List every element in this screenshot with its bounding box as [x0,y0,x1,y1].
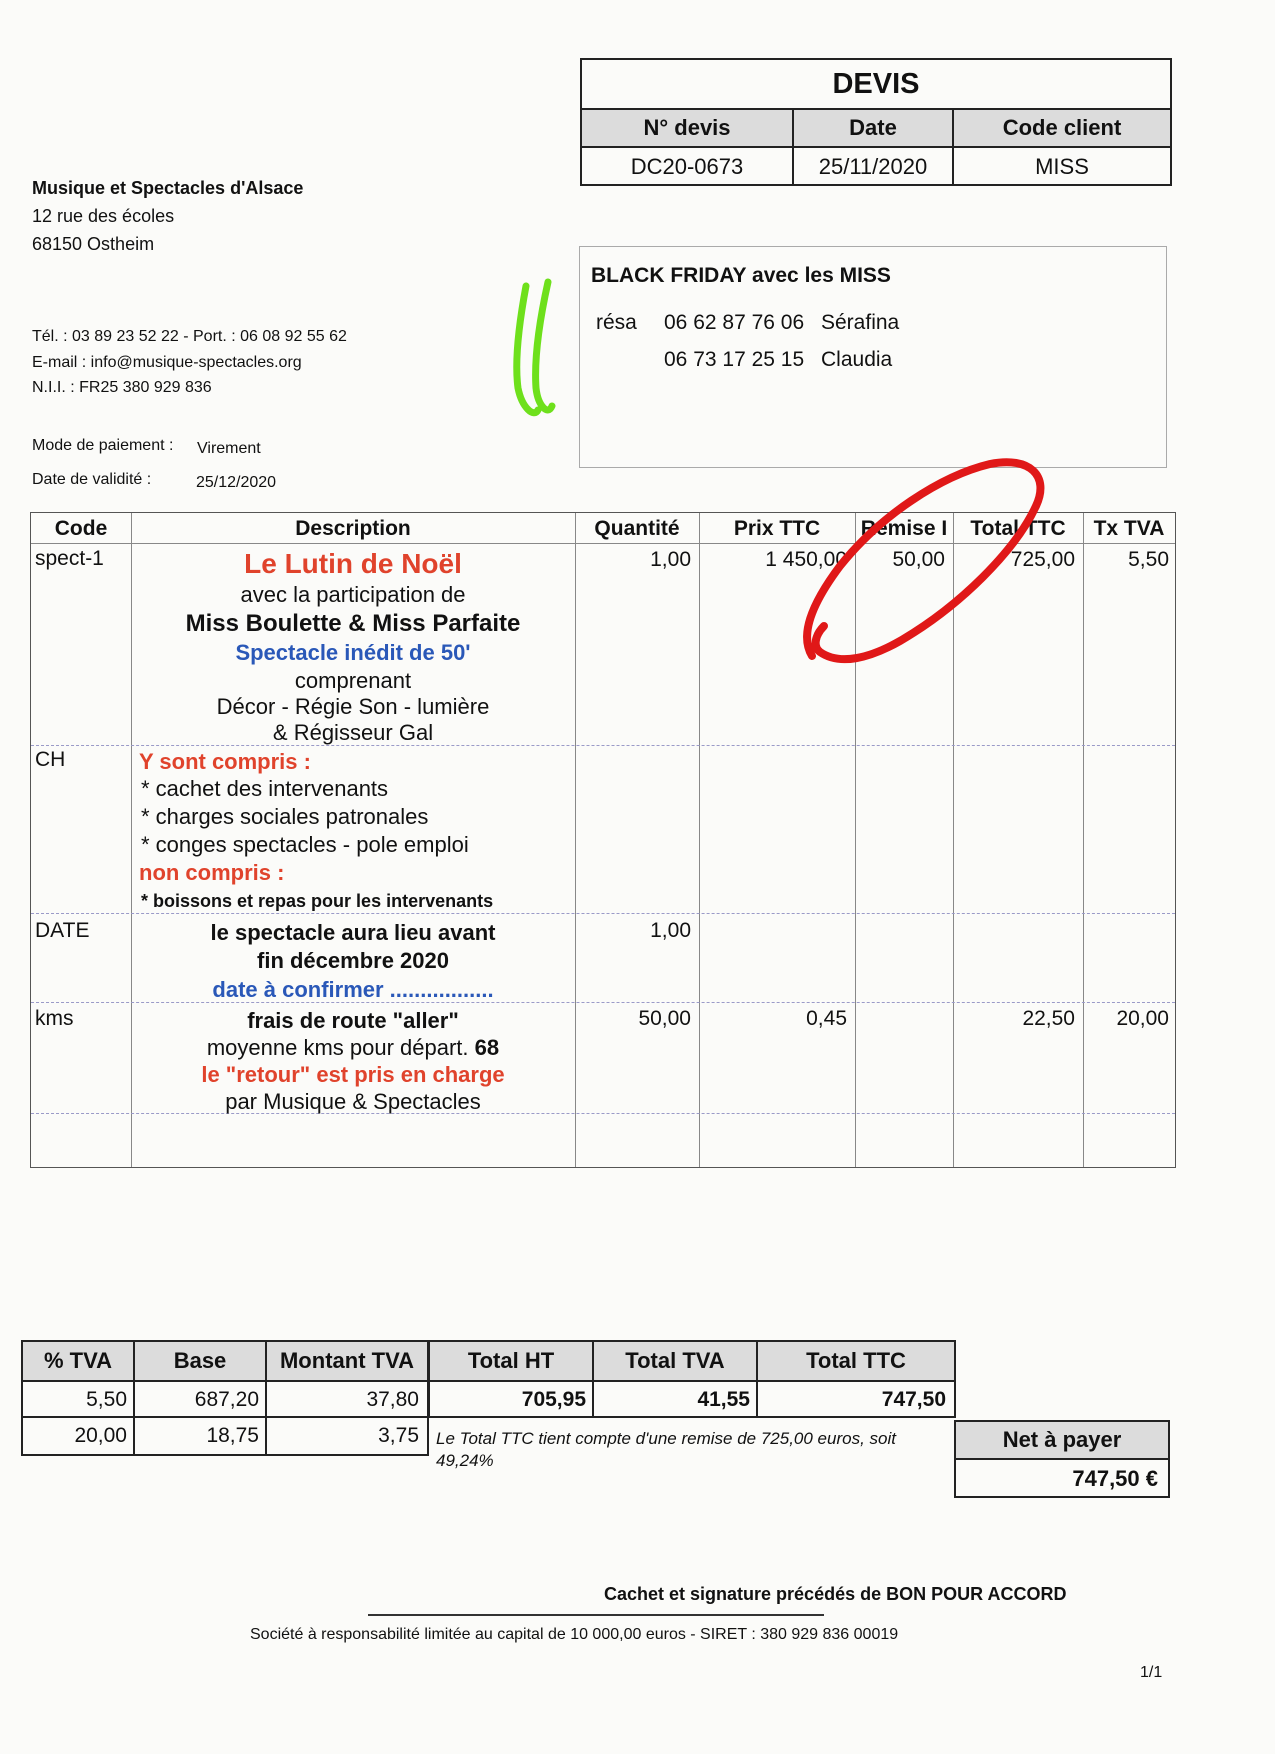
row2-item3: * conges spectacles - pole emploi [141,832,469,857]
row4-price: 0,45 [806,1007,847,1030]
row1-total: 725,00 [1010,548,1075,571]
vat-header-rate: % TVA [23,1342,135,1382]
row1-line5: comprenant [294,668,412,693]
header-vat-rate: Tx TVA [1093,517,1165,540]
discount-note: Le Total TTC tient compte d'une remise de 725,00 euros, soit 49,24% [436,1429,896,1470]
row4-line2-wrap [131,1034,575,1062]
quote-date-column [794,110,954,184]
row1-line6: Décor - Régie Son - lumière [216,694,490,719]
green-check-mark [508,278,564,420]
vat-row1-rate: 5,50 [86,1388,127,1411]
row1-quantity: 1,00 [650,548,691,571]
row3-code: DATE [35,919,90,942]
quote-number-value: DC20-0673 [630,154,744,179]
row4-line2: moyenne kms pour départ. [206,1035,469,1060]
devis-header-box [580,58,1172,186]
row2-item2: * charges sociales patronales [141,804,429,829]
company-email: E-mail : info@musique-spectacles.org [32,354,302,371]
total-ttc-value: 747,50 [881,1388,946,1411]
vat-row2-rate: 20,00 [74,1424,127,1447]
row1-price: 1 450,00 [765,548,847,571]
page-number: 1/1 [1140,1664,1163,1681]
validity-date-label: Date de validité : [32,471,152,488]
validity-date-value: 25/12/2020 [196,474,277,491]
quote-date-label: Date [794,110,952,148]
quote-number-column [582,110,794,184]
row1-show-title: Le Lutin de Noël [244,548,462,579]
row3-line3: date à confirmer ................. [212,977,494,1002]
row4-line4: par Musique & Spectacles [225,1089,481,1114]
company-vat-number: N.I.I. : FR25 380 929 836 [32,379,212,396]
total-ht-label: Total HT [430,1342,594,1382]
company-name: Musique et Spectacles d'Alsace [32,178,304,198]
contact2-name: Claudia [821,348,893,371]
row1-discount: 50,00 [892,548,945,571]
vat-header-amount: Montant TVA [267,1342,427,1382]
total-tva-value: 41,55 [697,1388,750,1411]
client-code-column [954,110,1170,184]
client-box-title: BLACK FRIDAY avec les MISS [591,264,891,287]
client-code-label: Code client [954,110,1170,148]
total-ttc-label: Total TTC [758,1342,954,1382]
header-code: Code [54,517,108,540]
contact1-phone: 06 62 87 76 06 [664,311,805,334]
row3-quantity: 1,00 [650,919,691,942]
row4-line3: le "retour" est pris en charge [201,1062,505,1087]
payment-mode-label: Mode de paiement : [32,437,174,454]
vat-row2-base: 18,75 [206,1424,259,1447]
row2-included-title: Y sont compris : [139,749,311,774]
company-city: 68150 Ostheim [32,234,155,254]
row2-item1: * cachet des intervenants [141,776,389,801]
quote-number-label: N° devis [582,110,792,148]
red-circle-annotation [800,456,1050,676]
document-title: DEVIS [582,60,1170,110]
header-quantity: Quantité [594,517,680,540]
row1-line7: & Régisseur Gal [272,720,434,745]
vat-row2-amount: 3,75 [378,1424,419,1447]
row1-show-type: Spectacle inédit de 50' [235,640,471,665]
header-total: Total TTC [970,517,1066,540]
row4-quantity: 50,00 [638,1007,691,1030]
row3-line2: fin décembre 2020 [257,948,449,973]
signature-instruction: Cachet et signature précédés de BON POUR ACCORD [604,1584,1067,1604]
row3-line1: le spectacle aura lieu avant [210,920,496,945]
row2-code: CH [35,748,66,771]
company-phone: Tél. : 03 89 23 52 22 - Port. : 06 08 92 55 62 [32,328,347,345]
net-to-pay-value: 747,50 € [1072,1466,1158,1491]
net-to-pay-box [954,1420,1170,1498]
row1-performers: Miss Boulette & Miss Parfaite [185,610,521,637]
row4-line1: frais de route "aller" [247,1008,459,1033]
signature-line [368,1614,824,1616]
row4-code: kms [35,1007,74,1030]
row2-excluded-item: * boissons et repas pour les intervenants [141,891,494,911]
vat-breakdown-table [21,1340,429,1456]
quote-date-value: 25/11/2020 [818,154,928,179]
vat-row1-amount: 37,80 [366,1388,419,1411]
row1-vat: 5,50 [1128,548,1169,571]
vat-header-base: Base [135,1342,267,1382]
reservation-label: résa [596,311,637,334]
total-tva-label: Total TVA [594,1342,758,1382]
client-code-value: MISS [1035,154,1089,179]
header-unit-price: Prix TTC [733,517,821,540]
row4-vat: 20,00 [1116,1007,1169,1030]
header-description: Description [295,517,411,540]
payment-mode-value: Virement [197,440,261,457]
header-discount: Remise I [860,517,948,540]
company-street: 12 rue des écoles [32,206,175,226]
vat-row1-base: 687,20 [194,1388,259,1411]
row1-line2: avec la participation de [240,582,466,607]
client-info-box [579,246,1167,468]
row2-excluded-title: non compris : [139,860,285,885]
totals-table [428,1340,956,1418]
legal-mention: Société à responsabilité limitée au capital de 10 000,00 euros - SIRET : 380 929 836 00019 [250,1626,899,1643]
contact2-phone: 06 73 17 25 15 [664,348,805,371]
row1-code: spect-1 [35,547,104,570]
row4-distance: 68 [474,1035,500,1060]
net-to-pay-label: Net à payer [956,1422,1168,1460]
contact1-name: Sérafina [821,311,900,334]
total-ht-value: 705,95 [521,1388,586,1411]
row4-total: 22,50 [1022,1007,1075,1030]
